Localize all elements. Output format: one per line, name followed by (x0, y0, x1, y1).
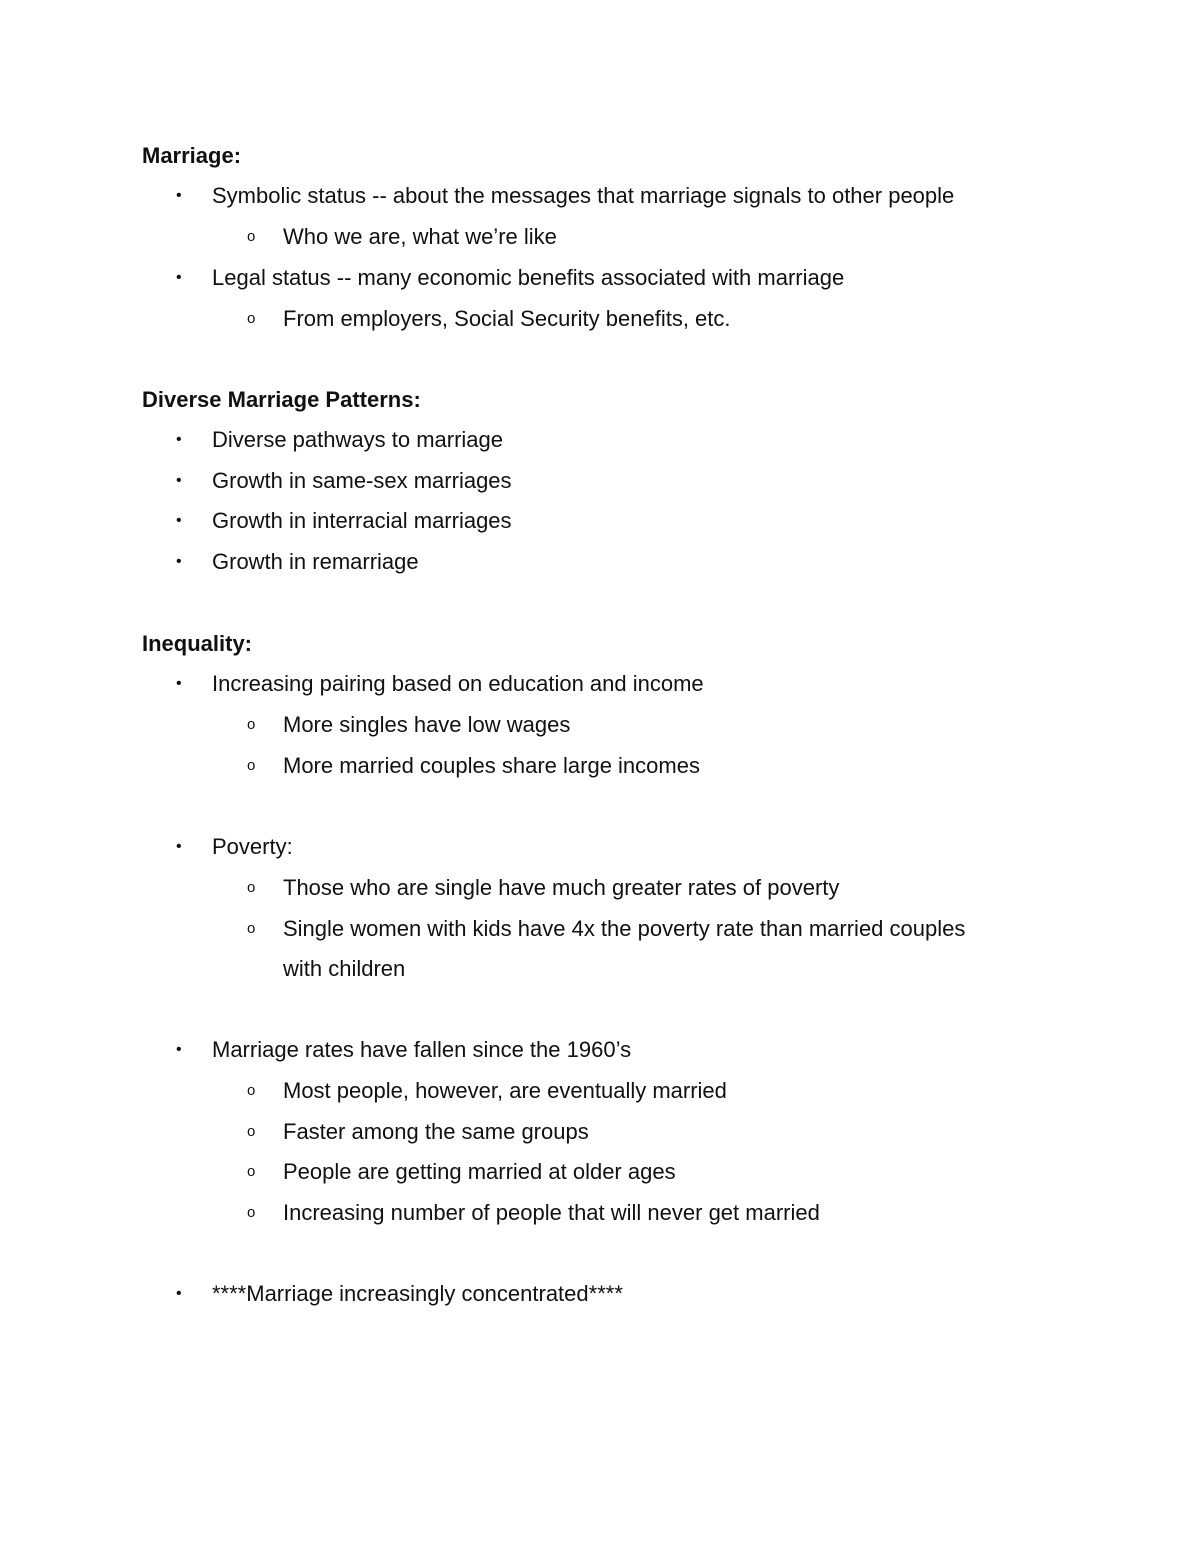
sub-bullet-icon: o (247, 1163, 256, 1180)
list-item: Growth in interracial marriages (212, 508, 512, 533)
sub-bullet-icon: o (247, 310, 256, 327)
list-item: ****Marriage increasingly concentrated**** (212, 1281, 623, 1306)
sub-list-item: More married couples share large incomes (283, 753, 700, 778)
sub-list-item: Faster among the same groups (283, 1119, 589, 1144)
bullet-icon: • (176, 838, 182, 855)
bullet-icon: • (176, 1285, 182, 1302)
bullet-icon: • (176, 431, 182, 448)
sub-bullet-icon: o (247, 1123, 256, 1140)
list-item: Growth in same-sex marriages (212, 468, 512, 493)
sub-list-item: People are getting married at older ages (283, 1159, 676, 1184)
bullet-icon: • (176, 472, 182, 489)
bullet-icon: • (176, 553, 182, 570)
sub-list-item: Single women with kids have 4x the poverty rate than married couples (283, 916, 966, 941)
sub-list-item: Those who are single have much greater rates of poverty (283, 875, 840, 900)
list-item: Diverse pathways to marriage (212, 427, 504, 452)
sub-list-item: From employers, Social Security benefits, etc. (283, 306, 731, 331)
bullet-icon: • (176, 187, 182, 204)
sub-list-item: Who we are, what we’re like (283, 224, 557, 249)
sub-bullet-icon: o (247, 920, 256, 937)
sub-list-item: More singles have low wages (283, 712, 571, 737)
section-heading-inequality: Inequality: (142, 631, 253, 656)
section-heading-patterns: Diverse Marriage Patterns: (142, 387, 421, 412)
sub-bullet-icon: o (247, 1082, 256, 1099)
sub-list-item-continuation: with children (283, 956, 406, 981)
list-item: Growth in remarriage (212, 549, 419, 574)
bullet-icon: • (176, 512, 182, 529)
bullet-icon: • (176, 269, 182, 286)
sub-bullet-icon: o (247, 879, 256, 896)
list-item: Poverty: (212, 834, 293, 859)
list-item: Symbolic status -- about the messages that marriage signals to other people (212, 183, 955, 208)
bullet-icon: • (176, 1041, 182, 1058)
sub-bullet-icon: o (247, 716, 256, 733)
list-item: Legal status -- many economic benefits associated with marriage (212, 265, 845, 290)
sub-bullet-icon: o (247, 1204, 256, 1221)
sub-bullet-icon: o (247, 757, 256, 774)
bullet-icon: • (176, 675, 182, 692)
section-heading-marriage: Marriage: (142, 143, 242, 168)
list-item: Increasing pairing based on education and income (212, 671, 704, 696)
sub-bullet-icon: o (247, 228, 256, 245)
sub-list-item: Increasing number of people that will never get married (283, 1200, 820, 1225)
list-item: Marriage rates have fallen since the 1960’s (212, 1037, 632, 1062)
sub-list-item: Most people, however, are eventually married (283, 1078, 727, 1103)
